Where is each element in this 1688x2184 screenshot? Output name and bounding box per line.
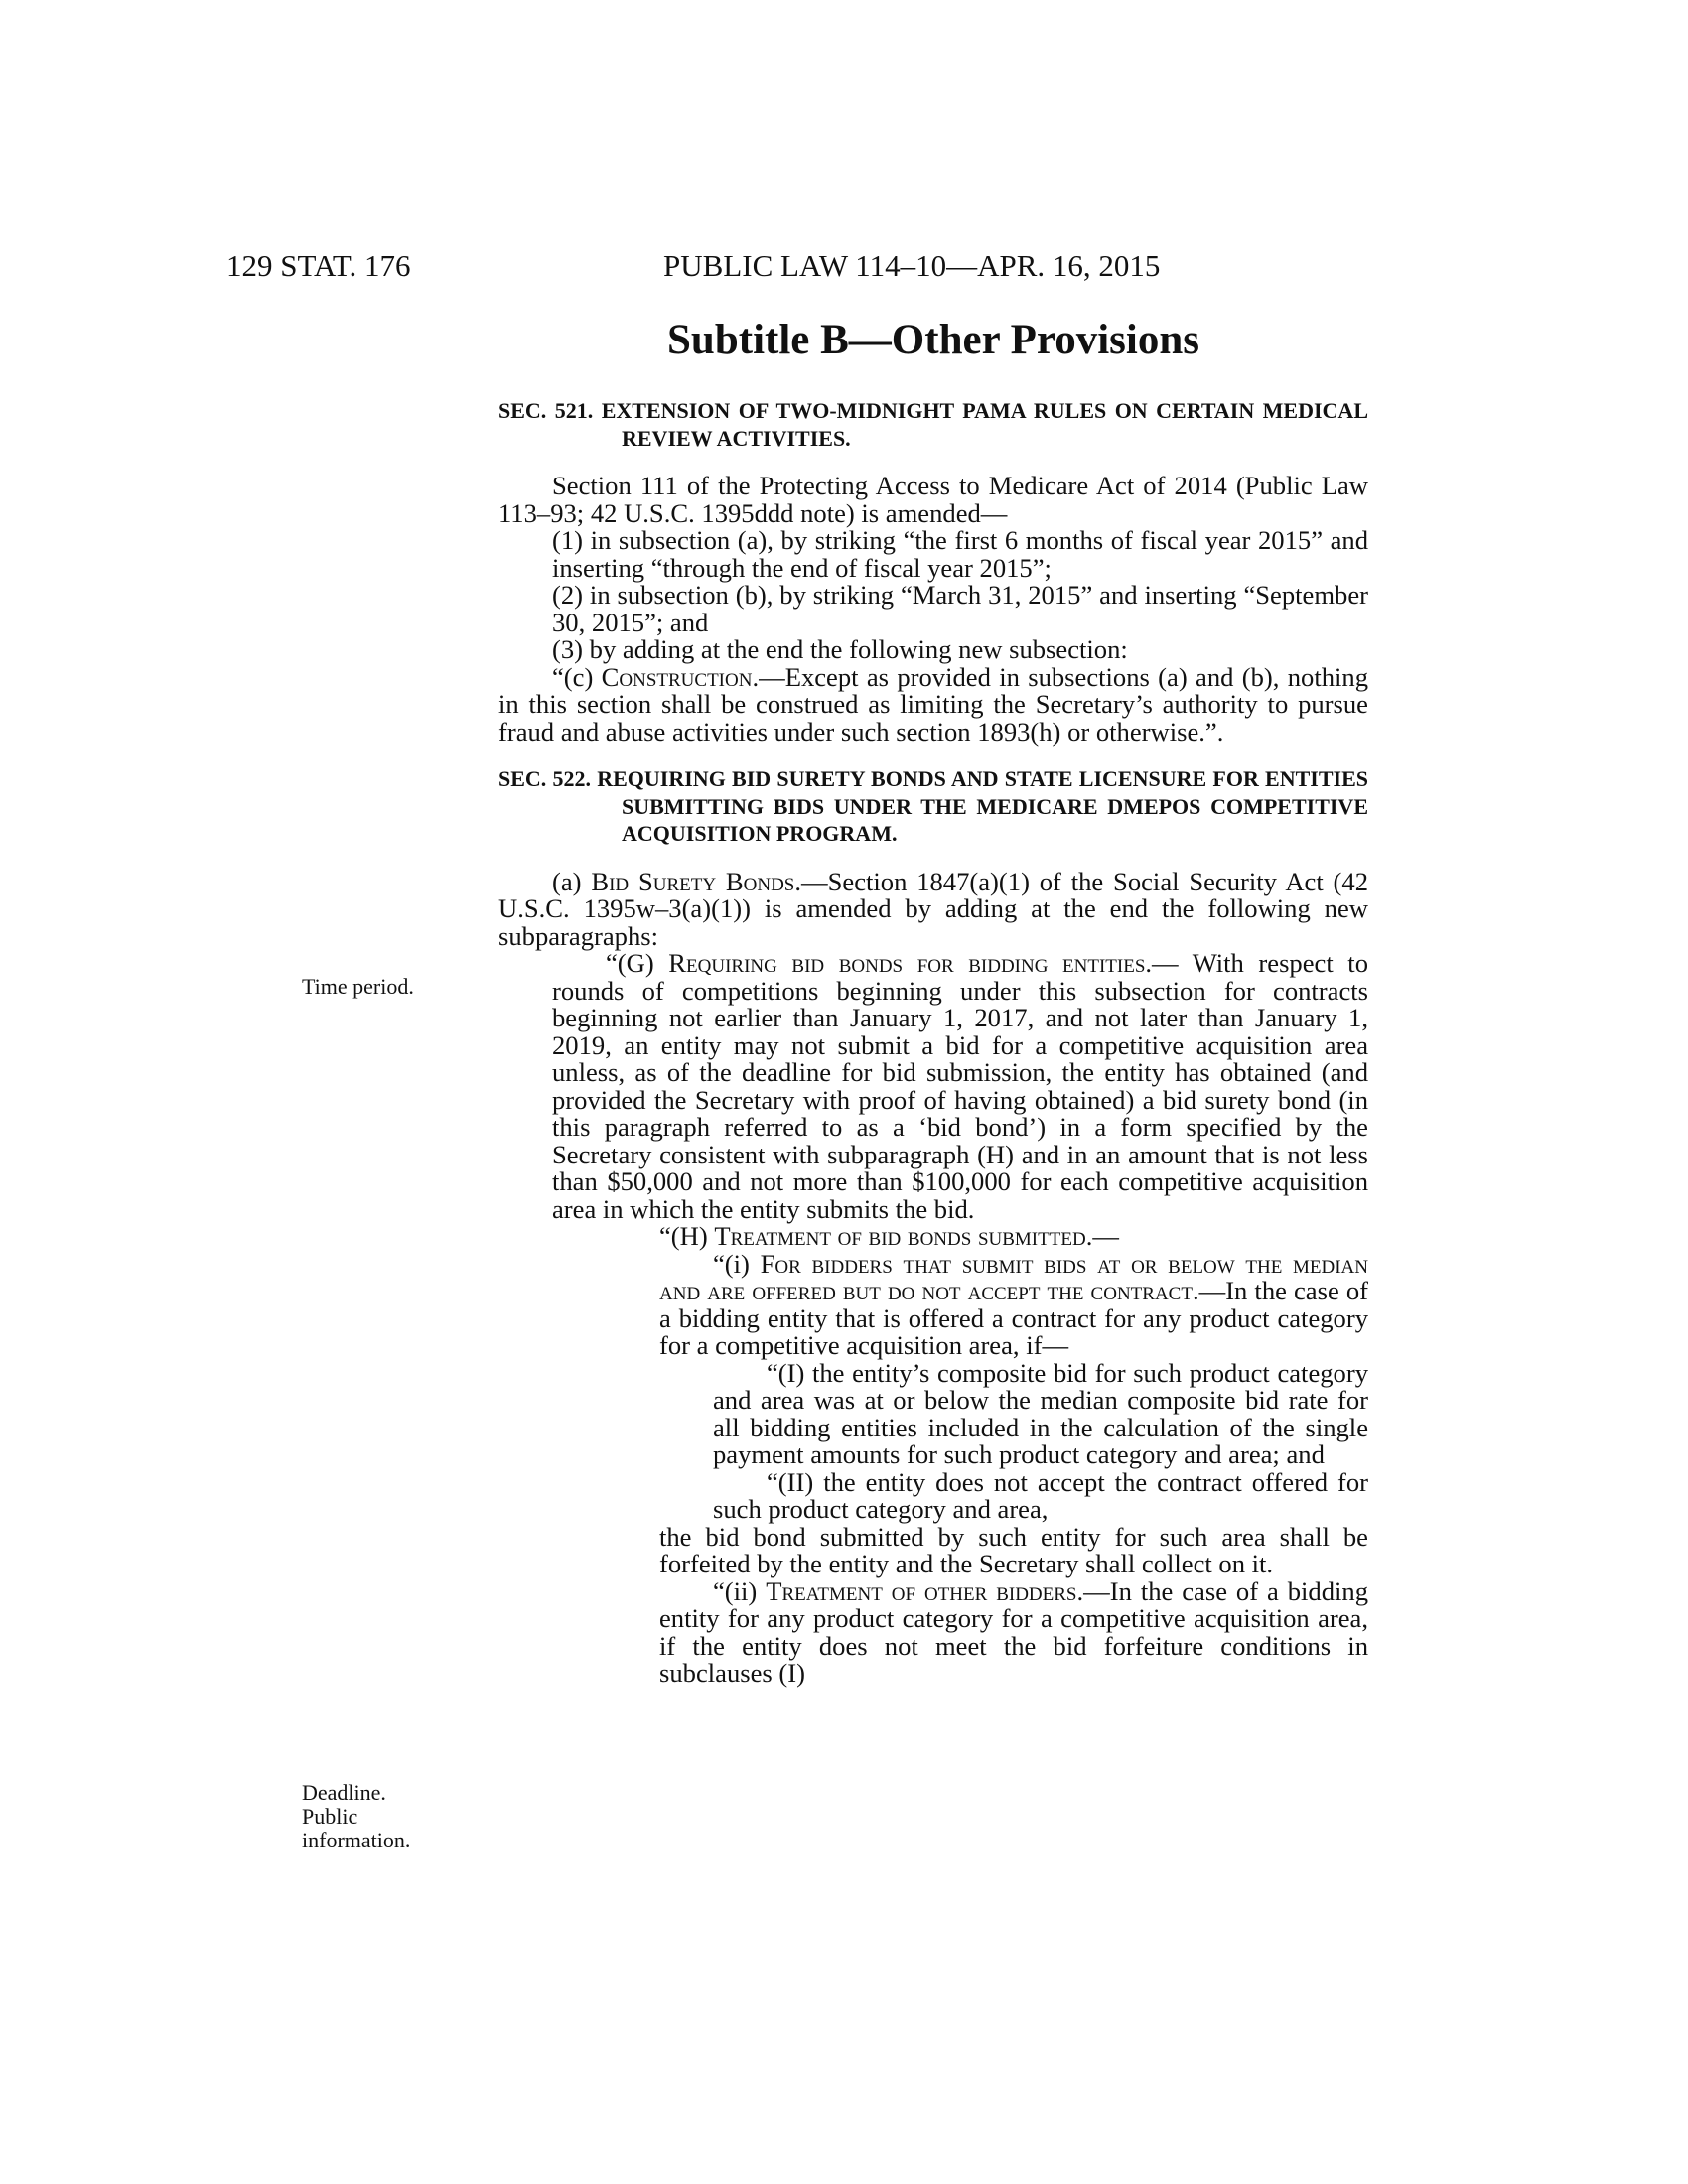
clause-i-lead: “(i) <box>713 1248 761 1279</box>
section-521-item-3: (3) by adding at the end the following new subsection: <box>552 634 1128 664</box>
subsection-c-construction <box>498 661 1368 747</box>
public-law-header: PUBLIC LAW 114–10—APR. 16, 2015 <box>663 248 1161 283</box>
subparagraph-g-lead: “(G) <box>606 948 669 978</box>
section-521-item-2: (2) in subsection (b), by striking “March 31, 2015” and inserting “September 30, 2015”; and <box>552 580 1368 637</box>
subparagraph-h-lead: “(H) <box>659 1221 715 1251</box>
margin-note-time-period: Time period. <box>302 974 414 999</box>
clause-ii-text: .—In the case of a bidding entity for any product category for a competitive acquisition area, if the entity does not meet the bid forfeiture conditions in subclauses (I) <box>659 1575 1369 1688</box>
subparagraph-g-text: .— With respect to rounds of competitions beginning under this subsection for contracts beginning not earlier than January 1, 2017, and not later than January 1, 2019, an entity may not submit a bid for a competitive acquisition area unless, as of the deadline for bid submission, the entity has obtained (and provided the Secretary with proof of having obtained) a bid surety bond (in this paragraph referred to as a ‘bid bond’) in a form specified by the Secretary consistent with subparagraph (H) and in an amount that is not less than $50,000 and not more than $100,000 for each competitive acquisition area in which the entity submits the bid. <box>552 948 1368 1224</box>
clause-ii-heading: Treatment of other bidders <box>766 1575 1077 1606</box>
subsection-a-heading: Bid Surety Bonds <box>591 866 795 896</box>
margin-note-deadline <box>302 1781 410 1851</box>
clause-i <box>498 1248 1368 1360</box>
section-522-heading: SEC. 522. REQUIRING BID SURETY BONDS AND STATE LICENSURE FOR ENTITIES SUBMITTING BIDS UNDER THE MEDICARE DMEPOS COMPETITIVE ACQUISITION PROGRAM. <box>498 766 1368 846</box>
statute-page-number: 129 STAT. 176 <box>226 248 411 283</box>
margin-note-information-line: information. <box>302 1827 411 1852</box>
margin-note-deadline-line: Deadline. <box>302 1780 386 1805</box>
subsection-c-heading: Construction <box>601 661 753 692</box>
subparagraph-h-heading: Treatment of bid bonds submitted <box>714 1221 1086 1251</box>
subparagraph-g <box>498 950 1368 1223</box>
subparagraph-h-text: .— <box>1085 1221 1119 1251</box>
clause-i-heading: For bidders that submit bids at or below the median and are offered but do not accept the contract <box>659 1248 1368 1305</box>
section-521-heading: SEC. 521. EXTENSION OF TWO-MIDNIGHT PAMA RULES ON CERTAIN MEDICAL REVIEW ACTIVITIES. <box>498 398 1368 451</box>
subtitle-heading: Subtitle B—Other Provisions <box>667 317 1199 363</box>
subclause-I: “(I) the entity’s composite bid for such product category and area was at or below the median composite bid rate for all bidding entities included in the calculation of the single payment amounts for such product category and area; and <box>713 1357 1368 1469</box>
clause-i-conclusion: the bid bond submitted by such entity for such area shall be forfeited by the entity and the Secretary shall collect on it. <box>659 1521 1368 1578</box>
subclause-II: “(II) the entity does not accept the contract offered for such product category and area, <box>713 1466 1368 1524</box>
subsection-a-bid-surety-bonds <box>498 866 1368 951</box>
section-521-intro: Section 111 of the Protecting Access to Medicare Act of 2014 (Public Law 113–93; 42 U.S.C. 1395ddd note) is amended— <box>498 471 1368 528</box>
subparagraph-g-heading: Requiring bid bonds for bidding entities <box>668 948 1146 978</box>
margin-note-public-line: Public <box>302 1803 358 1829</box>
section-521-item-1: (1) in subsection (a), by striking “the first 6 months of fiscal year 2015” and inserting “through the end of fiscal year 2015”; <box>552 525 1368 583</box>
clause-i-text: .—In the case of a bidding entity that is offered a contract for any product category for a competitive acquisition area, if— <box>659 1276 1368 1360</box>
subparagraph-h <box>498 1223 1368 1251</box>
subsection-c-text: .—Except as provided in subsections (a) and (b), nothing in this section shall be construed as limiting the Secretary’s authority to pursue fraud and abuse activities under such section 1893(h) or otherwise.”. <box>498 661 1368 747</box>
document-body <box>498 397 1368 1688</box>
subsection-c-lead: “(c) <box>552 661 602 692</box>
clause-ii-lead: “(ii) <box>713 1575 767 1606</box>
subsection-a-lead: (a) <box>552 866 592 896</box>
clause-ii <box>498 1575 1369 1688</box>
subsection-a-text: .—Section 1847(a)(1) of the Social Security Act (42 U.S.C. 1395w–3(a)(1)) is amended by adding at the end the following new subparagraphs: <box>498 866 1368 951</box>
